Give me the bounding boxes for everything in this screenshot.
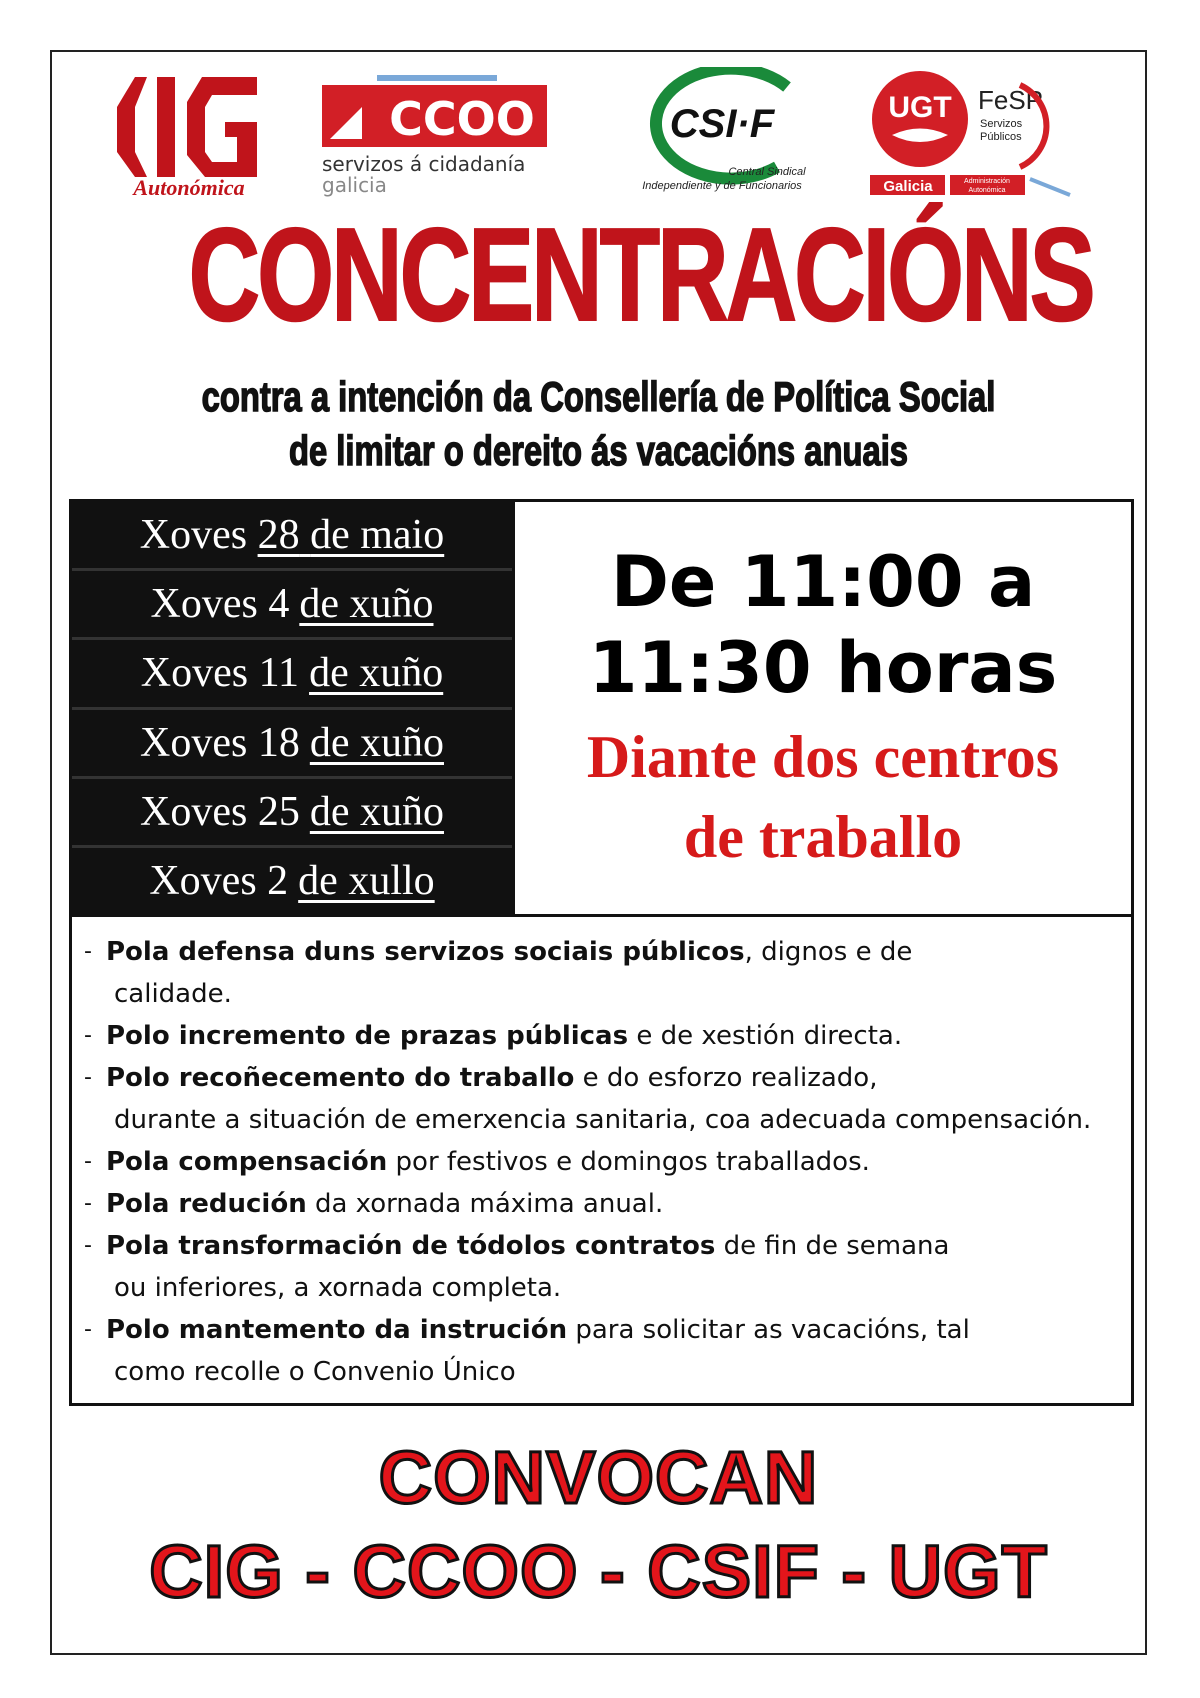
- date-month: de xuño: [309, 650, 444, 697]
- demand-cont: calidade.: [114, 979, 232, 1009]
- demand-bold: Polo incremento de prazas públicas: [106, 1021, 629, 1051]
- demand-rest: por festivos e domingos traballados.: [387, 1147, 870, 1177]
- dash-bullet: -: [84, 1317, 92, 1342]
- ccoo-logo-line1: servizos á cidadanía: [322, 152, 526, 176]
- list-item: [84, 1015, 1119, 1057]
- csif-logo: [627, 67, 817, 197]
- demands-list: [69, 914, 1134, 1406]
- date-day: Xoves: [140, 788, 248, 835]
- demand-rest: , dignos e de: [744, 937, 913, 967]
- dash-bullet: -: [84, 939, 92, 964]
- subtitle-line-2: de limitar o dereito ás vacacións anuais: [288, 427, 909, 474]
- date-num: 25: [257, 788, 300, 835]
- ugt-region: Galicia: [883, 178, 933, 195]
- date-num: 18: [257, 719, 300, 766]
- dash-bullet: -: [84, 1233, 92, 1258]
- demand-bold: Pola defensa duns servizos sociais públicos: [106, 937, 745, 967]
- date-month: de xuño: [299, 581, 434, 628]
- date-num: 2: [267, 857, 289, 904]
- ccoo-logo-mark: CCOO: [389, 92, 535, 146]
- date-num: 4: [268, 581, 290, 628]
- schedule-box: [69, 499, 1134, 917]
- date-day: Xoves: [150, 581, 258, 628]
- date-day: Xoves: [149, 857, 257, 904]
- demand-rest: e do esforzo realizado,: [574, 1063, 878, 1093]
- cig-logo-sub: Autonómica: [133, 175, 245, 197]
- demand-rest: da xornada máxima anual.: [306, 1189, 664, 1219]
- date-num: 11: [258, 650, 300, 697]
- date-month: de xuño: [309, 719, 444, 766]
- dash-bullet: -: [84, 1191, 92, 1216]
- logos-row: [52, 67, 1145, 217]
- demand-bold: Pola transformación de tódolos contratos: [106, 1231, 716, 1261]
- demand-bold: Polo recoñecemento do traballo: [106, 1063, 575, 1093]
- demand-cont: ou inferiores, a xornada completa.: [114, 1273, 562, 1303]
- demand-rest: para solicitar as vacacións, tal: [567, 1315, 970, 1345]
- date-underlined: [258, 511, 445, 559]
- dates-column: [72, 502, 512, 914]
- list-item: [84, 1057, 1119, 1141]
- ugt-logo: [870, 67, 1090, 202]
- date-row: [72, 640, 512, 709]
- date-row: [72, 571, 512, 640]
- dash-bullet: -: [84, 1023, 92, 1048]
- csif-logo-line2: Independiente y de Funcionarios: [642, 180, 802, 192]
- time-line-1: De 11:00 a: [610, 541, 1036, 623]
- dash-bullet: -: [84, 1149, 92, 1174]
- demand-cont: como recolle o Convenio Único: [114, 1357, 516, 1387]
- time-line-2: 11:30 horas: [588, 627, 1058, 709]
- date-row: [72, 848, 512, 914]
- csif-logo-line1: Central Sindical: [728, 166, 806, 178]
- date-month: de maio: [310, 512, 445, 559]
- date-day: Xoves: [140, 650, 249, 697]
- date-day: Xoves: [139, 512, 248, 559]
- list-item: [84, 1309, 1119, 1393]
- ugt-esp: FeSP: [978, 85, 1044, 115]
- date-month: de xullo: [298, 857, 435, 904]
- demand-bold: Polo mantemento da instrución: [106, 1315, 568, 1345]
- place-line-1: Diante dos centros: [586, 724, 1060, 790]
- date-row: [72, 502, 512, 571]
- place-line-2: de traballo: [683, 804, 963, 870]
- demand-rest: de fin de semana: [715, 1231, 950, 1261]
- ugt-esp-sub2: Públicos: [980, 131, 1022, 143]
- list-item: [84, 1225, 1119, 1309]
- date-day: Xoves: [140, 719, 248, 766]
- poster-frame: [50, 50, 1147, 1655]
- ugt-logo-mark: UGT: [888, 91, 952, 124]
- ccoo-logo-line2: galicia: [322, 173, 387, 197]
- demand-bold: Pola compensación: [106, 1147, 388, 1177]
- csif-logo-mark: CSI·F: [669, 102, 775, 146]
- list-item: [84, 1183, 1119, 1225]
- demand-cont: durante a situación de emerxencia sanitaria, coa adecuada compensación.: [114, 1105, 1092, 1135]
- ccoo-logo: [322, 67, 572, 197]
- demand-rest: e de xestión directa.: [628, 1021, 903, 1051]
- date-month: de xuño: [309, 788, 444, 835]
- list-item: [84, 931, 1119, 1015]
- subtitle-line-1: contra a intención da Consellería de Política Social: [201, 373, 996, 420]
- ugt-admin2: Autonómica: [968, 187, 1006, 194]
- date-num: 28: [257, 512, 300, 559]
- dash-bullet: -: [84, 1065, 92, 1090]
- list-item: [84, 1141, 1119, 1183]
- subtitle: [172, 370, 1025, 478]
- time-place-box: [512, 502, 1131, 914]
- ugt-admin1: Administración: [964, 178, 1010, 185]
- convocan-heading: CONVOCAN: [378, 1436, 819, 1519]
- date-row: [72, 710, 512, 779]
- main-title: CONCENTRACIÓNS: [188, 201, 1093, 348]
- ugt-esp-sub1: Servizos: [980, 118, 1023, 130]
- cig-logo: [107, 67, 272, 197]
- date-row: [72, 779, 512, 848]
- demand-bold: Pola redución: [106, 1189, 307, 1219]
- unions-list: CIG - CCOO - CSIF - UGT: [149, 1530, 1048, 1613]
